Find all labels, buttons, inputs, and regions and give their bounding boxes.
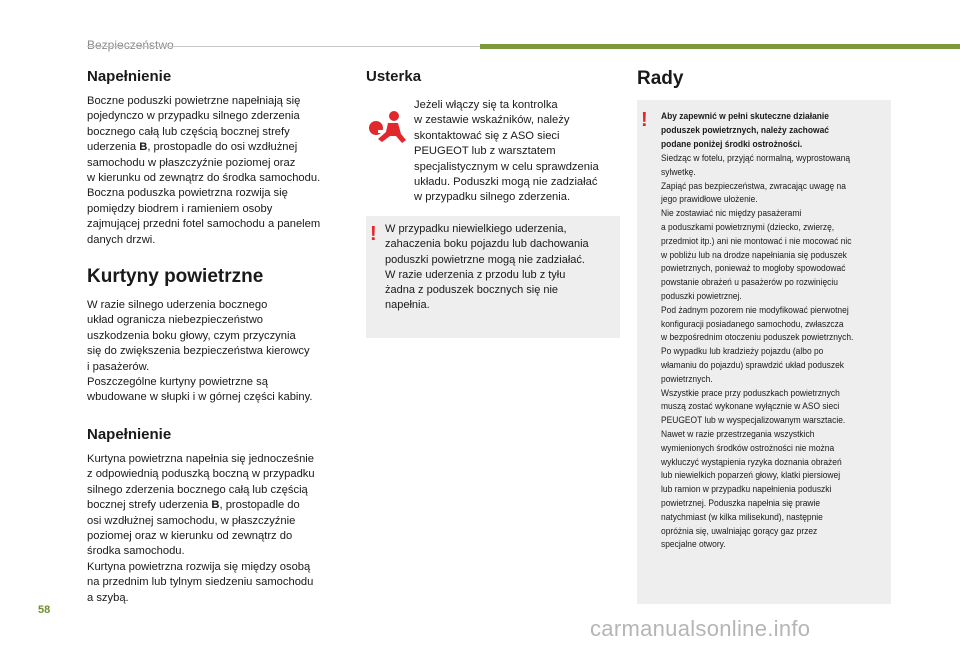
tips-text: Siedząc w fotelu, przyjąć normalną, wyprostowaną sylwetkę. Zapiąć pas bezpieczeństwa, zwracając uwagę na jego prawidłowe ułożenie. Nie zostawiać nic między pasażerami a poduszkami powietrznymi (dziecko, zwierzę, przedmiot itp.) ani nie montować i nie mocować nic w pobliżu lub na drodze napełniania się poduszek powietrznych, ponieważ to mogłoby spowodować powstanie obrażeń u pasażerów po rozwinięciu poduszki powietrznej. Pod żadnym pozorem nie modyfikować pierwotnej konfiguracji posiadanego samochodu, zwłaszcza w bezpośrednim otoczeniu poduszek powietrznych. Po wypadku lub kradzieży pojazdu (albo po włamaniu do pojazdu) sprawdzić układ poduszek powietrznych. Wszystkie prace przy poduszkach powietrznych muszą zostać wykonane wyłącznie w ASO sieci PEUGEOT lub w wyspecjalizowanym warsztacie. Nawet w razie przestrzegania wszystkich wymienionych środków ostrożności nie można wykluczyć wystąpienia ryzyka doznania obrażeń lub niewielkich poparzeń głowy, klatki piersiowej lub ramion w przypadku napełnienia poduszki powietrznej. Poduszka napełnia się prawie natychmiast (w kilka milisekund), następnie opróżnia się, uwalniając gorący gaz przez specjalne otwory. (661, 153, 854, 551)
header-divider (87, 46, 480, 47)
page-number: 58 (38, 604, 51, 616)
inflation-text-1: Boczne poduszki powietrzne napełniają się pojedynczo w przypadku silnego zderzenia bocznego całą lub częścią bocznej strefy uderzenia B, prostopadle do osi wzdłużnej samochodu w płaszczyźnie poziomej oraz w kierunku od zewnątrz do środka samochodu. Boczna poduszka powietrzna rozwija się pomiędzy biodrem i ramieniem osoby zajmującej przedni fotel samochodu a panelem danych drzwi. (87, 95, 321, 246)
curtain-airbags-text: W razie silnego uderzenia bocznego układ ogranicza niebezpieczeństwo uszkodzenia boku głowy, czym przyczynia się do zwiększenia bezpieczeństwa kierowcy i pasażerów. Poszczególne kurtyny powietrzne są wbudowane w słupki i w górnej części kabiny. (87, 299, 313, 404)
fault-heading: Usterka (366, 68, 422, 85)
watermark: carmanualsonline.info (590, 616, 811, 641)
warning-exclamation-icon: ! (370, 223, 377, 245)
warning-text: W przypadku niewielkiego uderzenia, zahaczenia boku pojazdu lub dachowania poduszki powietrzne mogą nie zadziałać. W razie uderzenia z przodu lub z tyłu żadna z poduszek bocznych się nie napełnia. (385, 223, 589, 312)
tips-exclamation-icon: ! (641, 109, 648, 131)
tips-intro: Aby zapewnić w pełni skuteczne działanie poduszek powietrznych, należy zachować podane poniżej środki ostrożności. (661, 111, 829, 150)
fault-text: Jeżeli włączy się ta kontrolka w zestawie wskaźników, należy skontaktować się z ASO sieci PEUGEOT lub z warsztatem specjalistycznym w celu sprawdzenia układu. Poduszki mogą nie zadziałać w przypadku silnego zderzenia. (414, 99, 599, 204)
header-accent-bar (480, 44, 960, 49)
inflation-text-2: Kurtyna powietrzna napełnia się jednocześnie z odpowiednią poduszką boczną w przypadku silnego zderzenia bocznego całą lub częścią bocznej strefy uderzenia B, prostopadle do osi wzdłużnej samochodu, w płaszczyźnie poziomej oraz w kierunku od zewnątrz do środka samochodu. Kurtyna powietrzna rozwija się między osobą na przednim lub tylnym siedzeniu samochodu a szybą. (87, 453, 315, 604)
warning-box (366, 216, 620, 338)
section-header: Bezpieczeństwo (87, 38, 174, 52)
tips-heading: Rady (637, 68, 684, 89)
inflation-heading-2: Napełnienie (87, 426, 172, 443)
airbag-warning-icon (368, 110, 408, 144)
inflation-heading-1: Napełnienie (87, 68, 172, 85)
curtain-airbags-heading: Kurtyny powietrzne (87, 266, 264, 287)
tips-box (637, 100, 891, 604)
